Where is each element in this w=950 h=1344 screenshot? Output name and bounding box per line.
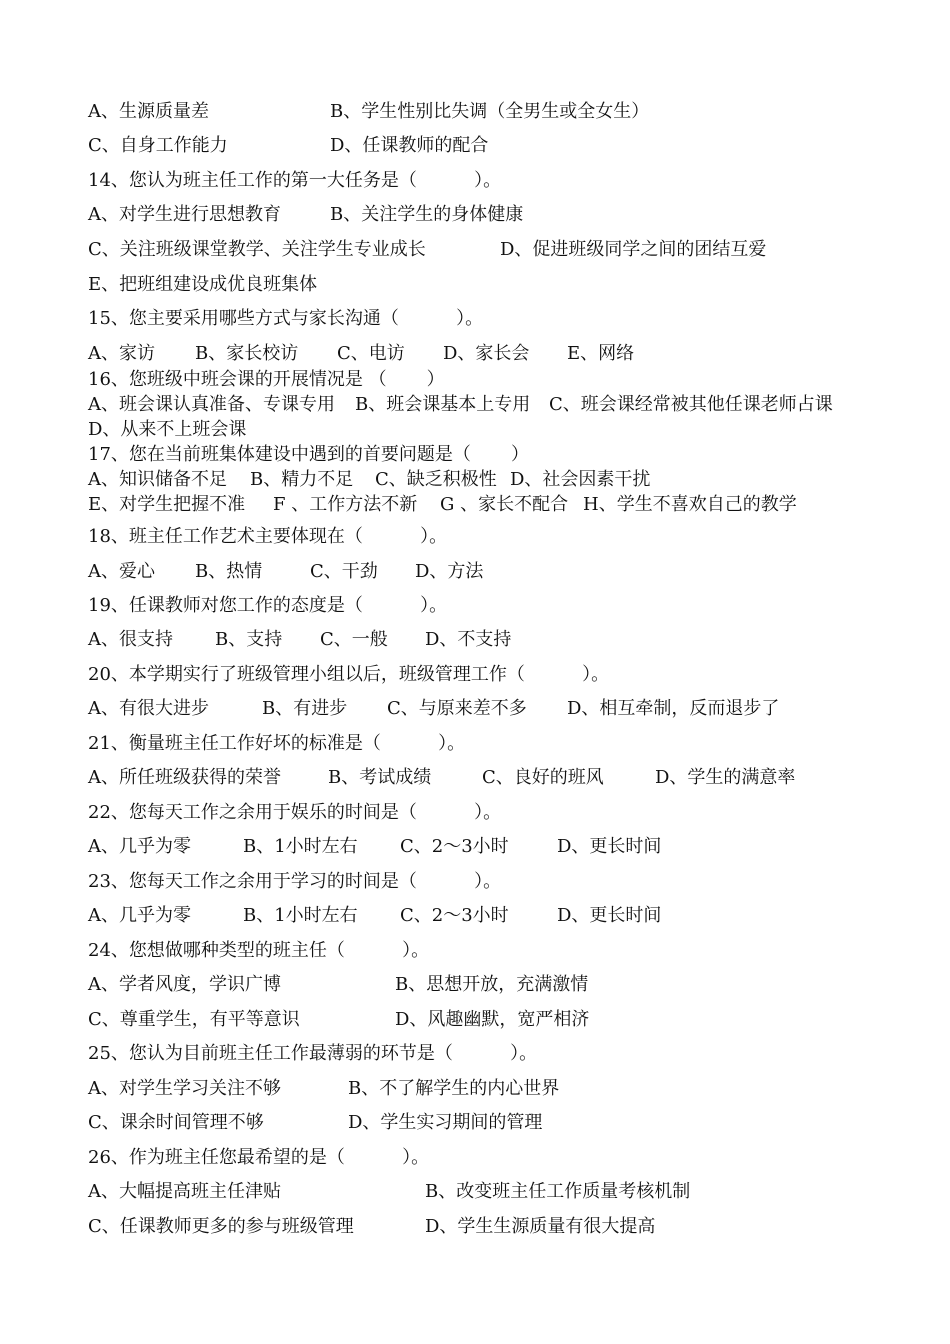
answer-option: C、与原来差不多: [387, 698, 527, 719]
answer-option: D、更长时间: [557, 836, 662, 857]
answer-option: B、精力不足: [250, 469, 354, 490]
answer-option: D、风趣幽默，宽严相济: [395, 1009, 590, 1030]
question-text: 16、您班级中班会课的开展情况是 （ ）: [88, 369, 445, 390]
answer-option: C、课余时间管理不够: [88, 1112, 264, 1133]
answer-option: B、班会课基本上专用: [355, 394, 531, 415]
answer-option: C、自身工作能力: [88, 135, 228, 156]
answer-option: A、几乎为零: [88, 836, 191, 857]
answer-option: B、1小时左右: [243, 905, 358, 926]
answer-option: A、很支持: [88, 629, 173, 650]
question-text: 26、作为班主任您最希望的是（ ）。: [88, 1147, 430, 1168]
answer-option: D、学生的满意率: [655, 767, 796, 788]
answer-option: D、方法: [415, 561, 484, 582]
answer-option: D、学生生源质量有很大提高: [425, 1216, 656, 1237]
answer-option: A、学者风度，学识广博: [88, 974, 281, 995]
question-text: 18、班主任工作艺术主要体现在（ ）。: [88, 526, 448, 547]
answer-option: B、支持: [215, 629, 283, 650]
answer-option: C、缺乏积极性: [375, 469, 497, 490]
answer-option: D、家长会: [443, 343, 530, 364]
question-text: 17、您在当前班集体建设中遇到的首要问题是（ ）: [88, 444, 529, 465]
answer-option: A、班会课认真准备、专课专用: [88, 394, 335, 415]
question-text: 15、您主要采用哪些方式与家长沟通（ ）。: [88, 308, 484, 329]
answer-option: B、不了解学生的内心世界: [348, 1078, 560, 1099]
answer-option: D、社会因素干扰: [510, 469, 651, 490]
question-text: 20、本学期实行了班级管理小组以后，班级管理工作（ ）。: [88, 664, 610, 685]
answer-option: C、任课教师更多的参与班级管理: [88, 1216, 354, 1237]
answer-option: D、任课教师的配合: [330, 135, 489, 156]
answer-option: C、2～3小时: [400, 905, 509, 926]
answer-option: C、干劲: [310, 561, 378, 582]
answer-option: A、知识储备不足: [88, 469, 227, 490]
answer-option: D、从来不上班会课: [88, 419, 247, 440]
answer-option: E、把班组建设成优良班集体: [88, 274, 318, 295]
answer-option: A、爱心: [88, 561, 155, 582]
answer-option: G 、家长不配合: [440, 494, 569, 515]
answer-option: C、一般: [320, 629, 388, 650]
question-text: 14、您认为班主任工作的第一大任务是（ ）。: [88, 170, 502, 191]
answer-option: C、班会课经常被其他任课老师占课: [549, 394, 833, 415]
answer-option: B、关注学生的身体健康: [330, 204, 524, 225]
answer-option: A、生源质量差: [88, 101, 209, 122]
answer-option: D、不支持: [425, 629, 512, 650]
answer-option: A、大幅提高班主任津贴: [88, 1181, 281, 1202]
question-text: 25、您认为目前班主任工作最薄弱的环节是（ ）。: [88, 1043, 538, 1064]
answer-option: A、几乎为零: [88, 905, 191, 926]
answer-option: D、学生实习期间的管理: [348, 1112, 543, 1133]
answer-option: D、促进班级同学之间的团结互爱: [500, 239, 767, 260]
answer-option: A、家访: [88, 343, 155, 364]
answer-option: B、家长校访: [195, 343, 299, 364]
answer-option: B、考试成绩: [328, 767, 432, 788]
answer-option: H、学生不喜欢自己的教学: [583, 494, 797, 515]
answer-option: C、良好的班风: [482, 767, 604, 788]
answer-option: D、相互牵制，反而退步了: [567, 698, 780, 719]
answer-option: C、关注班级课堂教学、关注学生专业成长: [88, 239, 426, 260]
answer-option: C、2～3小时: [400, 836, 509, 857]
question-text: 21、衡量班主任工作好坏的标准是（ ）。: [88, 733, 466, 754]
answer-option: B、学生性别比失调（全男生或全女生）: [330, 101, 650, 122]
answer-option: F 、工作方法不新: [273, 494, 418, 515]
answer-option: D、更长时间: [557, 905, 662, 926]
answer-option: B、热情: [195, 561, 263, 582]
answer-option: B、1小时左右: [243, 836, 358, 857]
question-text: 19、任课教师对您工作的态度是（ ）。: [88, 595, 448, 616]
answer-option: A、对学生学习关注不够: [88, 1078, 281, 1099]
question-text: 23、您每天工作之余用于学习的时间是（ ）。: [88, 871, 502, 892]
answer-option: E、网络: [567, 343, 635, 364]
answer-option: A、对学生进行思想教育: [88, 204, 281, 225]
answer-option: C、尊重学生，有平等意识: [88, 1009, 300, 1030]
answer-option: B、改变班主任工作质量考核机制: [425, 1181, 691, 1202]
answer-option: B、思想开放，充满激情: [395, 974, 589, 995]
answer-option: C、电访: [337, 343, 405, 364]
answer-option: A、有很大进步: [88, 698, 209, 719]
question-text: 22、您每天工作之余用于娱乐的时间是（ ）。: [88, 802, 502, 823]
question-text: 24、您想做哪种类型的班主任（ ）。: [88, 940, 430, 961]
answer-option: E、对学生把握不准: [88, 494, 246, 515]
answer-option: B、有进步: [262, 698, 348, 719]
answer-option: A、所任班级获得的荣誉: [88, 767, 281, 788]
